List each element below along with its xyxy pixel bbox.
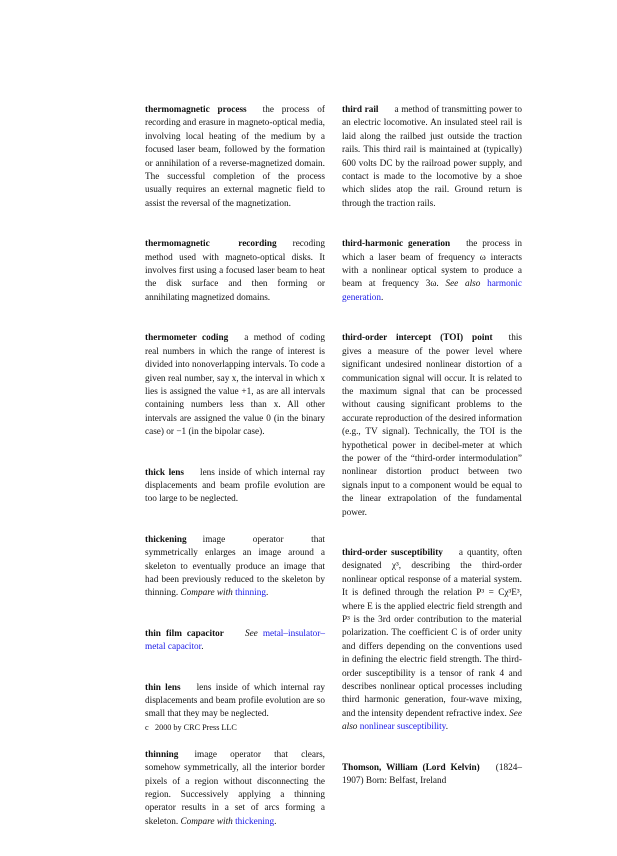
entry-term: thermomagnetic recording	[145, 239, 277, 250]
entry-definition: a method of coding real numbers in which the range of interest is divided into nonoverlapping intervals. To code a given real number, say x, the interval in which x lies is assigned the value +1, as are all intervals containing numbers less than x. All other intervals are assigned the value 0 (in the binary case) or −1 (in the bipolar case).	[145, 333, 326, 438]
cross-reference-label: Compare with	[180, 816, 233, 827]
left-column	[145, 104, 325, 856]
dictionary-entry	[145, 534, 325, 601]
entry-definition: the process in which a laser beam of frequency ω interacts with a nonlinear optical system to produce a beam at frequency 3ω.	[342, 239, 522, 290]
copyright-footer: c⃝2000 by CRC Press LLC	[145, 723, 237, 732]
dictionary-entry	[342, 762, 522, 789]
dictionary-entry	[342, 104, 522, 211]
dictionary-entry	[145, 628, 325, 655]
entry-definition: the process of recording and erasure in magneto-optical media, involving local heating of the medium by a focused laser beam, followed by the formation or annihilation of a reverse-magnetized domain. The successful completion of the process usually requires an external magnetic field to assist the reversal of the magnetization.	[145, 105, 325, 209]
entry-punctuation: .	[265, 588, 269, 599]
cross-reference-label: See also	[342, 708, 522, 733]
entry-term: thinning	[145, 749, 179, 760]
dictionary-entry	[342, 238, 522, 305]
dictionary-entry	[145, 682, 325, 722]
cross-reference-label: See also	[445, 279, 481, 290]
dictionary-entry	[145, 332, 325, 439]
entry-punctuation: .	[274, 816, 277, 827]
entry-term: thickening	[145, 534, 187, 545]
entry-definition: a quantity, often designated χ³, describing the third-order nonlinear optical response of a material system. It is defined through the relation P³ = Cχ³E³, where E is the applied electric field strength and P³ is the 3rd order contribution to the material polarization. The coefficient C is of order unity and differs depending on the conventions used in defining the electric field strength. The third-order susceptibility is a tensor of rank 4 and describes nonlinear optical processes including third harmonic generation, four-wave mixing, and the intensity dependent refractive index.	[342, 547, 522, 719]
entry-definition: this gives a measure of the power level where significant undesired nonlinear distortion of a communication signal will occur. It is related to the maximum signal that can be processed without causing significant problems to the accurate reproduction of the desired information (e.g., TV signal). Technically, the TOI is the hypothetical power in decibel-meter at which the power of the “third-order intermodulation” nonlinear distortion product between two signals input to a component would be equal to the linear extrapolation of the fundamental power.	[342, 333, 522, 518]
entry-definition: image operator that clears, somehow symmetrically, all the interior border pixels of a region without disconnecting the region. Successively applying a thinning operator results in a set of arcs forming a skeleton.	[145, 749, 325, 827]
cross-reference-label: See	[244, 628, 258, 639]
entry-term: third-order intercept (TOI) point	[342, 333, 493, 344]
entry-definition: lens inside of which internal ray displacements and beam profile evolution are so small that they may be neglected.	[145, 682, 326, 720]
cross-reference-label: Compare with	[180, 588, 233, 599]
entry-punctuation: .	[445, 722, 449, 733]
entry-term: thermometer coding	[145, 333, 229, 344]
entry-definition: a method of transmitting power to an electric locomotive. An insulated steel rail is laid along the railbed just outside the traction rails. This third rail is maintained at (typically) 600 volts DC by the railroad power supply, and contact is made to the locomotive by a shoe which slides atop the rail. Ground return is through the traction rails.	[342, 105, 522, 209]
entry-definition: image operator that symmetrically enlarges an image around a skeleton to eventually produce an image that had been previously reduced to the skeleton by thinning.	[145, 534, 325, 599]
entry-definition: (1824–1907) Born: Belfast, Ireland	[342, 762, 522, 787]
dictionary-entry	[145, 467, 325, 507]
entry-term: thick lens	[145, 467, 184, 478]
entry-definition: lens inside of which internal ray displacements and beam profile evolution are too large to be neglected.	[145, 467, 325, 505]
entry-term: third-order susceptibility	[342, 547, 443, 558]
entry-term: third-harmonic generation	[342, 239, 451, 250]
entry-punctuation: .	[201, 642, 204, 653]
entry-term: thermomagnetic process	[145, 105, 247, 115]
cross-reference-link[interactable]: metal–insulator–metal capacitor	[145, 628, 325, 653]
dictionary-entry	[342, 332, 522, 520]
entry-term: thin film capacitor	[145, 628, 224, 639]
cross-reference-link[interactable]: thickening	[235, 816, 275, 827]
cross-reference-link[interactable]: nonlinear susceptibility	[359, 722, 446, 733]
entry-punctuation: .	[381, 292, 384, 303]
dictionary-entry	[145, 104, 325, 211]
right-column	[342, 104, 522, 815]
entry-definition: recoding method used with magneto-optical disks. It involves first using a focused laser beam to heat the disk surface and then forming or annihilating magnetized domains.	[145, 239, 325, 303]
dictionary-entry	[342, 547, 522, 735]
dictionary-entry	[145, 749, 325, 829]
entry-term: third rail	[342, 105, 379, 115]
entry-term: Thomson, William (Lord Kelvin)	[342, 762, 480, 773]
cross-reference-link[interactable]: harmonic generation	[342, 279, 522, 303]
entry-term: thin lens	[145, 682, 181, 693]
cross-reference-link[interactable]: thinning	[235, 588, 266, 599]
dictionary-entry	[145, 238, 325, 305]
